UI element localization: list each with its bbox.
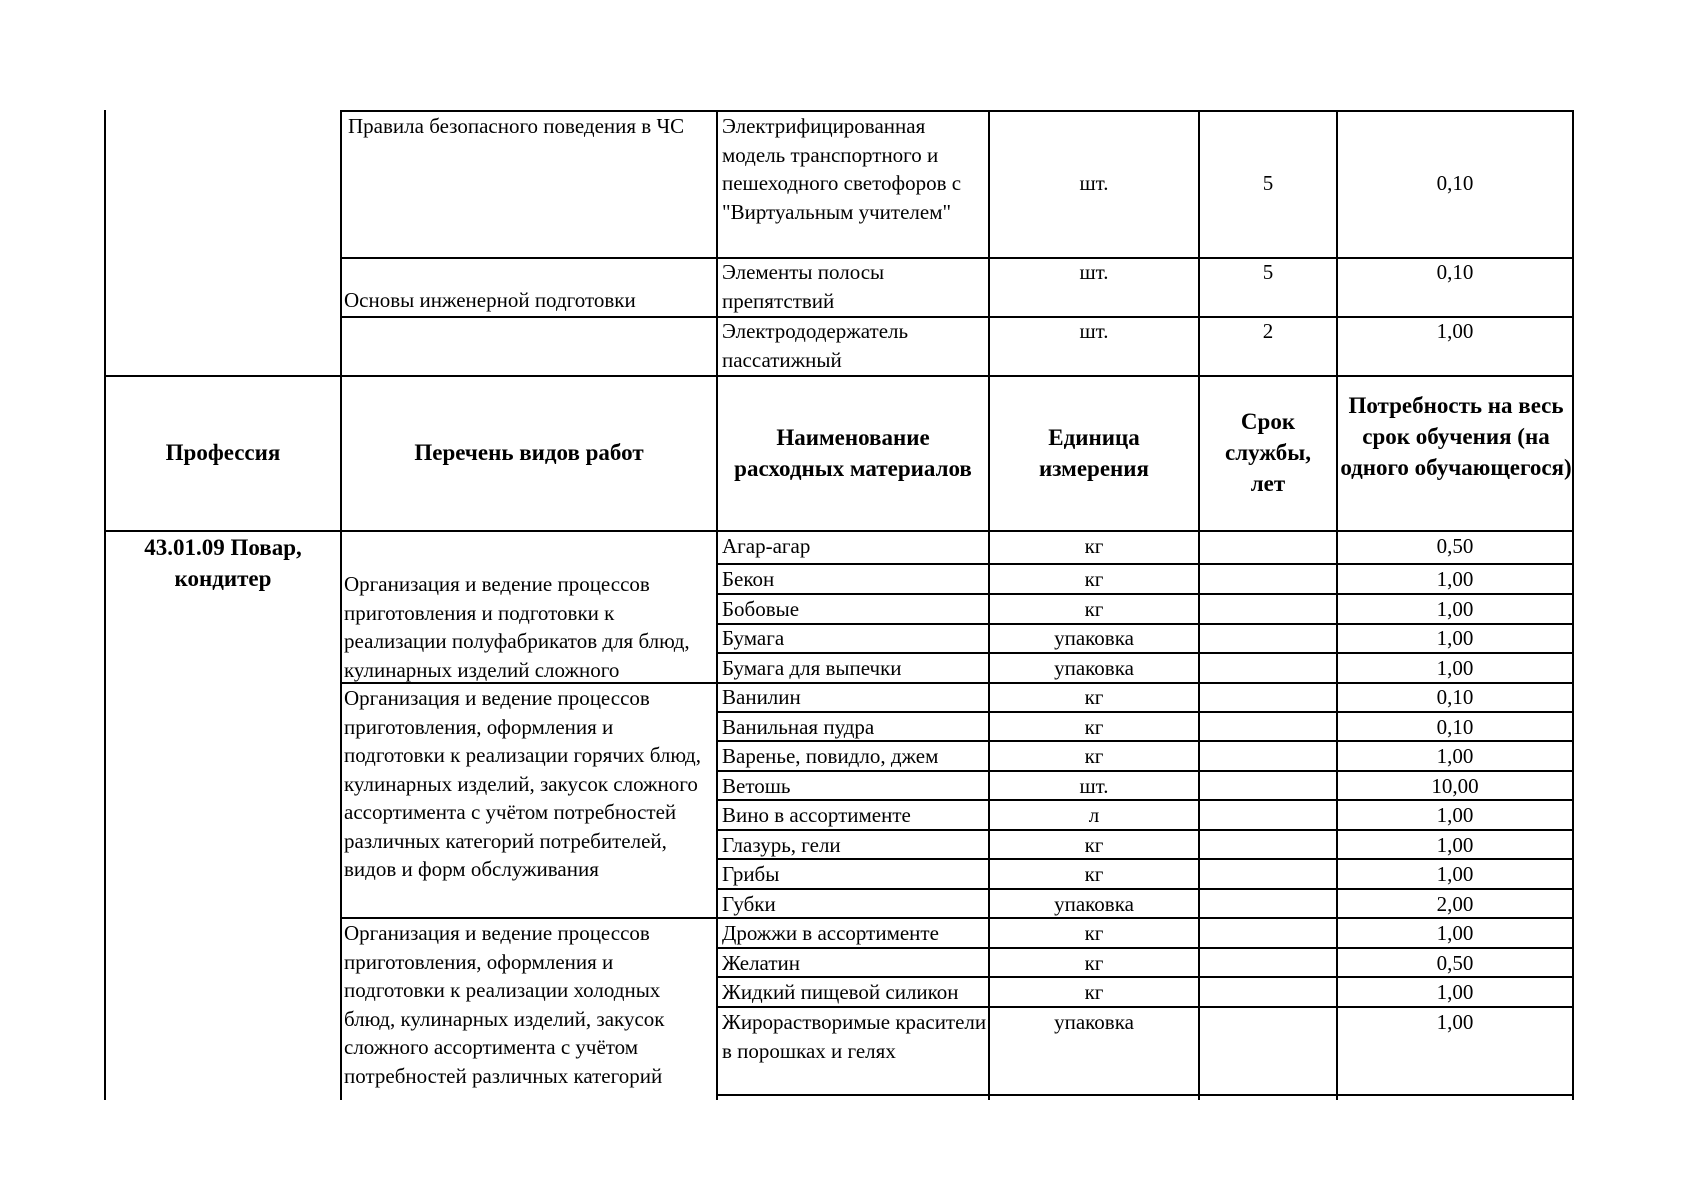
material-unit: кг [1084,862,1104,886]
header-works: Перечень видов работ [414,440,644,465]
life-cell: 5 [1262,171,1274,195]
unit-cell: шт. [1079,171,1109,195]
material-name: Желатин [722,951,800,975]
material-need: 1,00 [1436,656,1474,680]
material-name: Ванилин [722,685,801,709]
material-need: 1,00 [1436,597,1474,621]
material-unit: кг [1084,744,1104,768]
material-unit: кг [1084,921,1104,945]
material-name: Грибы [722,862,780,886]
need-cell: 0,10 [1436,260,1474,284]
profession-name: 43.01.09 Повар, кондитер [144,535,302,591]
material-need: 1,00 [1436,626,1474,650]
material-need: 1,00 [1436,921,1474,945]
header-life: Срок службы, лет [1225,409,1311,496]
material-name: Дрожжи в ассортименте [722,921,939,945]
work-cell: Правила безопасного поведения в ЧС [348,114,685,138]
material-unit: кг [1084,951,1104,975]
material-name: Бумага [722,626,785,650]
material-name: Бумага для выпечки [722,656,902,680]
header-need: Потребность на весь срок обучения (на одного обучающегося) [1340,393,1572,480]
material-name: Вино в ассортименте [722,803,911,827]
material-need: 1,00 [1436,862,1474,886]
material-need: 1,00 [1436,803,1474,827]
material-name: Ветошь [722,774,791,798]
material-unit: кг [1084,534,1104,558]
material-need: 1,00 [1436,833,1474,857]
material-need: 1,00 [1436,980,1474,1004]
material-name: Бобовые [722,597,800,621]
material-need: 0,10 [1436,685,1474,709]
material-unit: упаковка [1054,1010,1134,1034]
life-cell: 2 [1262,319,1274,343]
material-need: 0,10 [1436,715,1474,739]
material-cell: Электрифицированная модель транспортного и пешеходного светофоров с "Виртуальным учителем" [722,114,962,224]
material-unit: упаковка [1054,626,1134,650]
work-group: Организация и ведение процессов приготовления, оформления и подготовки к реализации горячих блюд, кулинарных изделий, закусок сложного ассортимента с учётом потребностей различных категорий потребителей, видов и форм обслуживания [344,686,701,881]
material-name: Глазурь, гели [722,833,841,857]
material-need: 0,50 [1436,534,1474,558]
material-unit: кг [1084,597,1104,621]
material-name: Жирорастворимые красители в порошках и гелях [722,1010,987,1063]
material-name: Ванильная пудра [722,715,875,739]
material-cell: Электрододержатель пассатижный [722,319,909,372]
row-line-header-top [104,375,1574,377]
material-unit: кг [1084,715,1104,739]
material-unit: л [1088,803,1100,827]
col-line-outer-left [104,110,106,1100]
need-cell: 1,00 [1436,319,1474,343]
unit-cell: шт. [1079,319,1109,343]
material-name: Бекон [722,567,775,591]
header-materials: Наименование расходных материалов [734,425,972,481]
work-cell: Основы инженерной подготовки [344,288,636,312]
life-cell: 5 [1262,260,1274,284]
material-unit: упаковка [1054,892,1134,916]
material-need: 1,00 [1436,1010,1474,1034]
material-need: 1,00 [1436,744,1474,768]
header-profession: Профессия [165,440,281,465]
work-group: Организация и ведение процессов приготовления и подготовки к реализации полуфабрикатов для блюд, кулинарных изделий сложного [344,572,690,682]
material-name: Губки [722,892,776,916]
material-unit: кг [1084,567,1104,591]
material-name: Агар-агар [722,534,811,558]
material-need: 2,00 [1436,892,1474,916]
need-cell: 0,10 [1436,171,1474,195]
work-group: Организация и ведение процессов приготовления, оформления и подготовки к реализации холодных блюд, кулинарных изделий, закусок сложного ассортимента с учётом потребностей различных категорий [344,921,665,1088]
material-unit: кг [1084,685,1104,709]
material-need: 0,50 [1436,951,1474,975]
material-unit: кг [1084,833,1104,857]
material-name: Варенье, повидло, джем [722,744,939,768]
material-need: 10,00 [1431,774,1479,798]
material-cell: Элементы полосы препятствий [722,260,885,313]
material-unit: упаковка [1054,656,1134,680]
header-unit: Единица измерения [1039,425,1149,481]
unit-cell: шт. [1079,260,1109,284]
material-unit: шт. [1079,774,1109,798]
material-unit: кг [1084,980,1104,1004]
material-row-line-bottom [716,1094,1574,1096]
material-need: 1,00 [1436,567,1474,591]
material-name: Жидкий пищевой силикон [722,980,959,1004]
